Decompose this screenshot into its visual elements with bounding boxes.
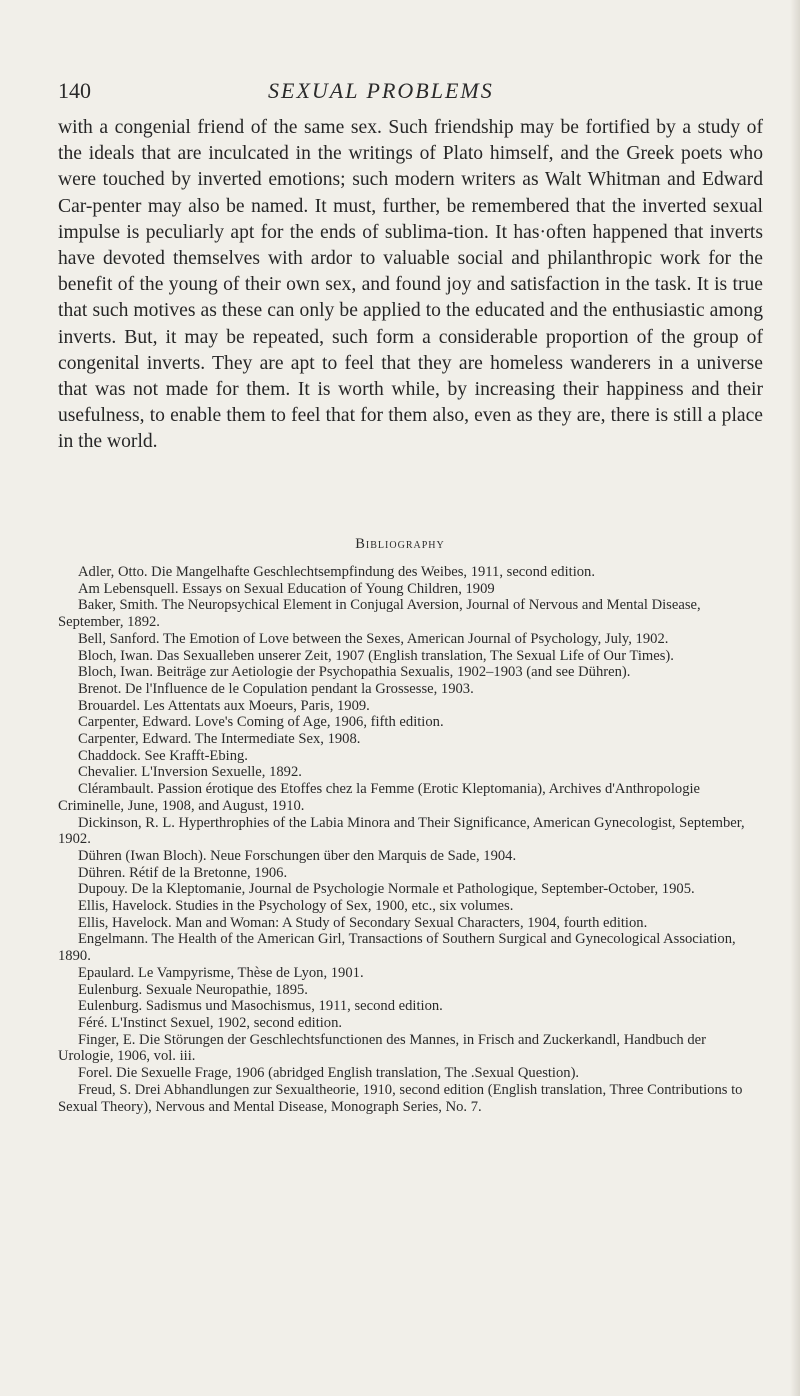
running-header — [58, 78, 758, 108]
bibliography-entry: Freud, S. Drei Abhandlungen zur Sexualtheorie, 1910, second edition (English translation, Three Contributions to Sexual Theory), Nervous and Mental Disease, Monograph Series, No. 7. — [58, 1081, 743, 1115]
bibliography-entry: Dickinson, R. L. Hyperthrophies of the Labia Minora and Their Significance, American Gynecologist, September, 1902. — [58, 814, 745, 848]
bibliography-entry: Ellis, Havelock. Man and Woman: A Study of Secondary Sexual Characters, 1904, fourth edition. — [78, 914, 648, 931]
bibliography-entry: Eulenburg. Sadismus und Masochismus, 1911, second edition. — [78, 998, 443, 1015]
bibliography-entry: Carpenter, Edward. The Intermediate Sex, 1908. — [78, 731, 361, 748]
running-title: SEXUAL PROBLEMS — [268, 78, 494, 103]
bibliography-entry: Dühren (Iwan Bloch). Neue Forschungen über den Marquis de Sade, 1904. — [78, 847, 517, 864]
bibliography-entry: Am Lebensquell. Essays on Sexual Education of Young Children, 1909 — [78, 580, 495, 597]
bibliography-entry: Engelmann. The Health of the American Girl, Transactions of Southern Surgical and Gynecological Association, 1890. — [58, 931, 736, 965]
page-number: 140 — [58, 78, 91, 103]
bibliography-entry: Brenot. De l'Influence de le Copulation pendant la Grossesse, 1903. — [78, 680, 474, 697]
bibliography-entry: Adler, Otto. Die Mangelhafte Geschlechtsempfindung des Weibes, 1911, second edition. — [78, 564, 596, 580]
bibliography-entry: Dupouy. De la Kleptomanie, Journal de Psychologie Normale et Pathologique, September-October, 1905. — [78, 881, 695, 898]
bibliography-entry: Clérambault. Passion érotique des Etoffes chez la Femme (Erotic Kleptomania), Archives d'Anthropologie Criminelle, June, 1908, and August, 1910. — [58, 781, 701, 814]
bibliography-list — [58, 564, 763, 1115]
body-text — [58, 115, 763, 456]
bibliography-entry: Dühren. Rétif de la Bretonne, 1906. — [78, 864, 288, 881]
bibliography-entry: Carpenter, Edward. Love's Coming of Age, 1906, fifth edition. — [78, 714, 444, 731]
page-edge-shadow — [790, 0, 800, 1396]
bibliography-entry: Bloch, Iwan. Das Sexualleben unserer Zeit, 1907 (English translation, The Sexual Life of Our Times). — [78, 647, 674, 664]
bibliography-entry: Bloch, Iwan. Beiträge zur Aetiologie der Psychopathia Sexualis, 1902–1903 (and see Dühren). — [78, 664, 631, 681]
bibliography-heading: Bibliography — [355, 536, 445, 552]
bibliography-entry: Finger, E. Die Störungen der Geschlechtsfunctionen des Mannes, in Frisch and Zuckerkandl, Handbuch der Urologie, 1906, vol. iii. — [58, 1031, 706, 1065]
bibliography-entry: Epaulard. Le Vampyrisme, Thèse de Lyon, 1901. — [78, 964, 364, 981]
body-paragraph: with a congenial friend of the same sex. Such friendship may be fortified by a study of the ideals that are inculcated in the writings of Plato himself, and the Greek poets who were touched by inverted emotions; such modern writers as Walt Whitman and Edward Car-penter may also be named. It must, further, be remembered that the inverted sexual impulse is peculiarly apt for the ends of sublima-tion. It has·often happened that inverts have devoted themselves with ardor to valuable social and philanthropic work for the benefit of the young of their own sex, and found joy and satisfaction in the task. It is true that such motives as these can only be applied to the educated and the enthusiastic among inverts. But, it may be repeated, such form a considerable proportion of the group of congenital inverts. They are apt to feel that they are homeless wanderers in a universe that was not made for them. It is worth while, by increasing their happiness and their usefulness, to enable them to feel that for them also, even as they are, there is still a place in the world. — [58, 117, 763, 453]
bibliography-entry: Bell, Sanford. The Emotion of Love between the Sexes, American Journal of Psychology, July, 1902. — [78, 630, 669, 647]
bibliography-entry: Féré. L'Instinct Sexuel, 1902, second edition. — [78, 1014, 343, 1031]
bibliography-entry: Ellis, Havelock. Studies in the Psychology of Sex, 1900, etc., six volumes. — [78, 898, 514, 915]
bibliography-entry: Forel. Die Sexuelle Frage, 1906 (abridged English translation, The .Sexual Question). — [78, 1065, 580, 1082]
bibliography-entry: Eulenburg. Sexuale Neuropathie, 1895. — [78, 981, 308, 998]
bibliography-entry: Chaddock. See Krafft-Ebing. — [78, 747, 248, 764]
bibliography-entry: Brouardel. Les Attentats aux Moeurs, Paris, 1909. — [78, 697, 370, 714]
bibliography-entry: Baker, Smith. The Neuropsychical Element in Conjugal Aversion, Journal of Nervous and Mental Disease, September, 1892. — [58, 597, 701, 631]
bibliography-entry: Chevalier. L'Inversion Sexuelle, 1892. — [78, 764, 302, 781]
